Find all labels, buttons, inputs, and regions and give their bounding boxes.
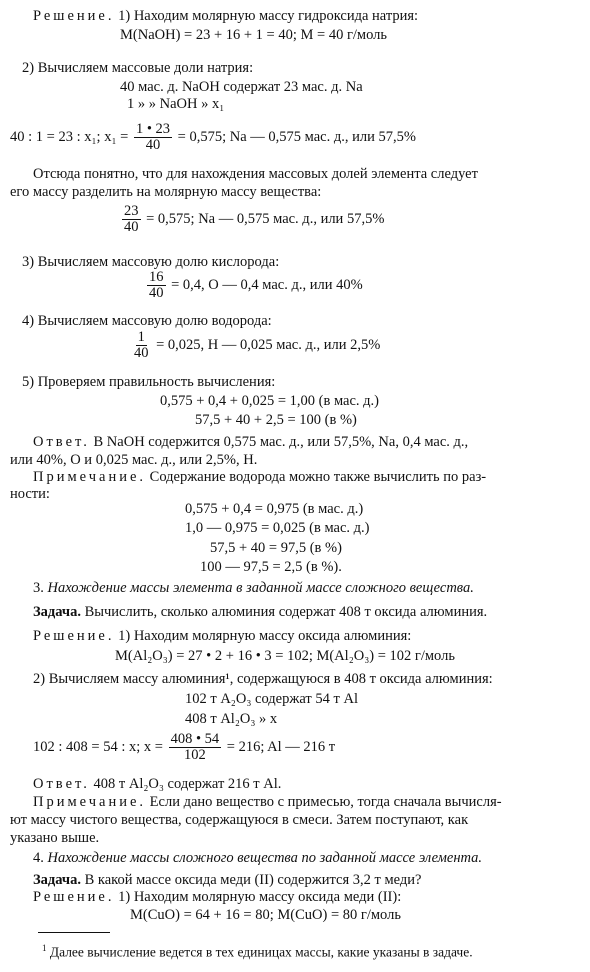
label-solution: Решение. xyxy=(33,8,115,24)
formula-line: 100 — 97,5 = 2,5 (в %). xyxy=(200,559,342,575)
heading-text: Нахождение массы элемента в заданной массе сложного вещества. xyxy=(47,580,474,596)
text-line: 40 мас. д. NaOH содержат 23 мас. д. Na xyxy=(120,79,363,95)
equation-right: = 0,025, H — 0,025 мас. д., или 2,5% xyxy=(156,337,381,354)
equation-line xyxy=(120,204,384,235)
task-line xyxy=(33,604,487,621)
fraction-denominator: 40 xyxy=(145,137,161,154)
formula-line: M(NaOH) = 23 + 16 + 1 = 40; M = 40 г/моль xyxy=(120,27,388,43)
step-line: 4) Вычисляем массовую долю водорода: xyxy=(22,313,272,329)
note-line xyxy=(33,794,502,811)
text-line: 408 т Al₂O₃ » x xyxy=(185,711,278,727)
solution-line xyxy=(33,628,411,645)
text-line: 1 » » NaOH » x₁ xyxy=(127,96,225,112)
note-text: Содержание водорода можно также вычислить по раз- xyxy=(149,469,487,485)
equation-left: 102 : 408 = 54 : x; x = xyxy=(33,739,163,756)
footnote xyxy=(42,943,473,961)
footnote-mark: 1 xyxy=(42,943,47,953)
fraction xyxy=(122,204,141,235)
footnote-text: Далее вычисление ведется в тех единицах массы, какие указаны в задаче. xyxy=(49,944,473,960)
step-line: 5) Проверяем правильность вычисления: xyxy=(22,374,276,390)
label-task: Задача. xyxy=(33,872,81,888)
answer-line xyxy=(33,776,281,793)
fraction-numerator: 408 • 54 xyxy=(170,731,220,747)
label-task: Задача. xyxy=(33,604,81,620)
step-text: 1) Находим молярную массу гидроксида натрия: xyxy=(118,8,419,24)
equation-line xyxy=(10,122,416,153)
step-text: 1) Находим молярную массу оксида алюминия: xyxy=(118,628,412,644)
text-line: ности: xyxy=(10,486,50,502)
formula-line: 0,575 + 0,4 = 0,975 (в мас. д.) xyxy=(185,501,364,517)
section-heading xyxy=(33,850,482,867)
fraction xyxy=(134,122,172,153)
label-answer: Ответ. xyxy=(33,776,90,792)
text-line: указано выше. xyxy=(10,830,100,846)
equation-right: = 216; Al — 216 т xyxy=(226,739,336,756)
answer-text: В NaOH содержится 0,575 мас. д., или 57,5%, Na, 0,4 мас. д., xyxy=(93,434,469,450)
step-text: 1) Находим молярную массу оксида меди (II): xyxy=(118,889,402,905)
note-text: Если дано вещество с примесью, тогда сначала вычисля- xyxy=(149,794,502,810)
equation-line xyxy=(145,270,363,301)
equation-right: = 0,4, O — 0,4 мас. д., или 40% xyxy=(171,277,363,294)
note-line xyxy=(33,469,486,486)
equation-right: = 0,575; Na — 0,575 мас. д., или 57,5% xyxy=(146,211,385,228)
formula-line: 57,5 + 40 = 97,5 (в %) xyxy=(210,540,342,556)
formula-line: M(CuO) = 64 + 16 = 80; M(CuO) = 80 г/моль xyxy=(130,907,401,923)
fraction-numerator: 16 xyxy=(149,269,164,285)
label-answer: Ответ. xyxy=(33,434,90,450)
fraction xyxy=(132,330,151,361)
solution-line xyxy=(33,889,401,906)
equation-line xyxy=(33,732,335,763)
task-text: Вычислить, сколько алюминия содержат 408 т оксида алюминия. xyxy=(84,604,488,620)
formula-line: 57,5 + 40 + 2,5 = 100 (в %) xyxy=(195,412,357,428)
footnote-rule xyxy=(38,932,110,933)
fraction-denominator: 102 xyxy=(183,747,206,764)
fraction xyxy=(147,270,166,301)
heading-number: 3. xyxy=(33,580,44,596)
section-heading xyxy=(33,580,474,597)
answer-text: 408 т Al₂O₃ содержат 216 т Al. xyxy=(93,776,282,792)
fraction-numerator: 1 • 23 xyxy=(135,121,171,137)
text-line: или 40%, O и 0,025 мас. д., или 2,5%, H. xyxy=(10,452,258,468)
fraction-numerator: 1 xyxy=(137,329,145,345)
fraction xyxy=(169,732,222,763)
label-note: Примечание. xyxy=(33,469,147,485)
text-line: 102 т A₂O₃ содержат 54 т Al xyxy=(185,691,358,707)
step-line: 2) Вычисляем массу алюминия¹, содержащуюся в 408 т оксида алюминия: xyxy=(33,671,493,687)
answer-line xyxy=(33,434,468,451)
task-line xyxy=(33,872,421,889)
step-line: 2) Вычисляем массовые доли натрия: xyxy=(22,60,254,76)
task-text: В какой массе оксида меди (II) содержится 3,2 т меди? xyxy=(84,872,422,888)
step-line: 3) Вычисляем массовую долю кислорода: xyxy=(22,254,280,270)
paragraph-line: Отсюда понятно, что для нахождения массовых долей элемента следует xyxy=(33,166,478,182)
equation-line xyxy=(130,330,380,361)
equation-right: = 0,575; Na — 0,575 мас. д., или 57,5% xyxy=(177,129,416,146)
fraction-denominator: 40 xyxy=(134,345,149,362)
formula-line: 1,0 — 0,975 = 0,025 (в мас. д.) xyxy=(185,520,370,536)
text-line: ют массу чистого вещества, содержащуюся в смеси. Затем поступают, как xyxy=(10,812,469,828)
formula-line: M(Al₂O₃) = 27 • 2 + 16 • 3 = 102; M(Al₂O₃) = 102 г/моль xyxy=(115,648,455,664)
formula-line: 0,575 + 0,4 + 0,025 = 1,00 (в мас. д.) xyxy=(160,393,379,409)
label-solution: Решение. xyxy=(33,889,115,905)
heading-number: 4. xyxy=(33,850,44,866)
label-note: Примечание. xyxy=(33,794,147,810)
solution-line xyxy=(33,8,418,25)
fraction-numerator: 23 xyxy=(124,203,139,219)
label-solution: Решение. xyxy=(33,628,115,644)
equation-left: 40 : 1 = 23 : x₁; x₁ = xyxy=(10,129,129,146)
fraction-denominator: 40 xyxy=(124,219,139,236)
paragraph-line: его массу разделить на молярную массу вещества: xyxy=(10,184,322,200)
heading-text: Нахождение массы сложного вещества по заданной массе элемента. xyxy=(47,850,483,866)
fraction-denominator: 40 xyxy=(149,285,164,302)
